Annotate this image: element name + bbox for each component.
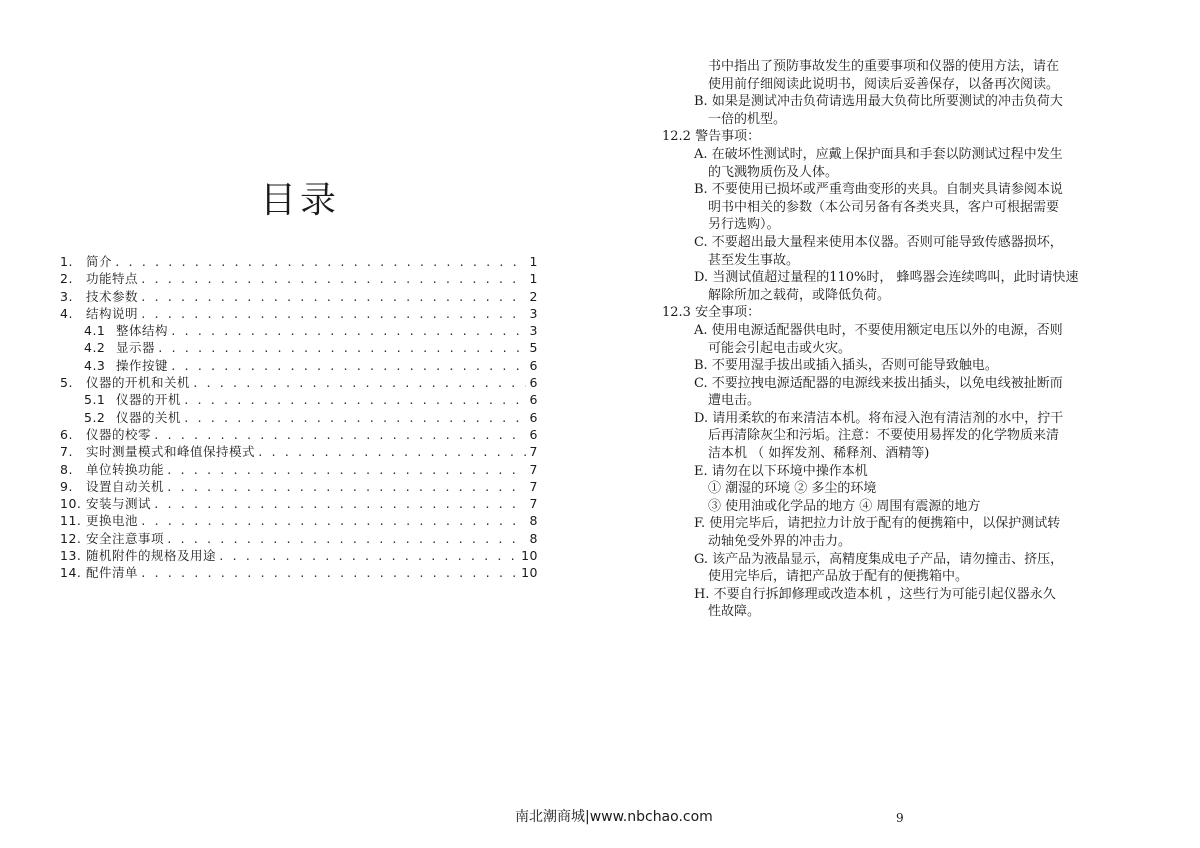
toc-entry-number: 11.	[60, 513, 82, 529]
toc-entry-number: 13.	[60, 548, 82, 564]
toc-entry-label: 仪器的关机	[116, 409, 182, 425]
toc-dot-leader	[140, 271, 526, 288]
toc-entry-number: 5.	[60, 375, 73, 391]
text-line: A. 在破坏性测试时，应戴上保护面具和手套以防测试过程中发生	[694, 146, 1063, 162]
toc-entry[interactable]	[60, 443, 538, 460]
toc-dot-leader	[153, 496, 526, 513]
text-line: 洁本机 （ 如挥发剂、稀释剂、酒精等)	[708, 446, 930, 462]
toc-entry[interactable]	[60, 530, 538, 547]
toc-entry-label: 配件清单	[86, 565, 139, 581]
toc-entry-number: 4.3	[84, 357, 106, 373]
text-line: 后再清除灰尘和污垢。注意：不要使用易挥发的化学物质来清	[708, 428, 1060, 444]
toc-dot-leader	[140, 513, 526, 530]
toc-entry[interactable]	[60, 253, 538, 270]
toc-entry[interactable]	[60, 426, 538, 443]
toc-entry[interactable]	[60, 547, 538, 564]
table-of-contents	[60, 253, 538, 582]
toc-entry[interactable]	[60, 270, 538, 287]
toc-entry-label: 实时测量模式和峰值保持模式	[86, 444, 256, 460]
safety-notes-text	[662, 58, 1142, 621]
text-line: 明书中相关的参数（本公司另备有各类夹具，客户可根据需要	[708, 199, 1060, 215]
toc-dot-leader	[157, 340, 526, 357]
text-line: 甚至发生事故。	[708, 252, 800, 268]
toc-entry[interactable]	[60, 374, 538, 391]
toc-entry-page: 8	[529, 513, 538, 529]
toc-entry[interactable]	[60, 409, 538, 426]
text-line: 使用前仔细阅读此说明书，阅读后妥善保存，以备再次阅读。	[708, 76, 1060, 92]
toc-entry-number: 14.	[60, 565, 82, 581]
toc-entry-label: 安全注意事项	[86, 530, 165, 546]
toc-entry[interactable]	[60, 461, 538, 478]
text-line: F. 使用完毕后，请把拉力计放于配有的便携箱中，以保护测试转	[694, 516, 1061, 532]
text-line: 一倍的机型。	[708, 111, 787, 127]
toc-entry-number: 6.	[60, 426, 73, 442]
text-line: 使用完毕后，请把产品放于配有的便携箱中。	[708, 569, 969, 585]
text-line: 性故障。	[708, 604, 761, 620]
toc-entry-label: 安装与测试	[86, 496, 152, 512]
toc-dot-leader	[166, 531, 526, 548]
toc-entry-page: 3	[529, 323, 538, 339]
toc-entry-page: 3	[529, 305, 538, 321]
toc-entry-label: 结构说明	[86, 305, 139, 321]
toc-dot-leader	[166, 462, 526, 479]
toc-entry-page: 10	[521, 565, 538, 581]
text-line: G. 该产品为液晶显示，高精度集成电子产品，请勿撞击、挤压，	[694, 551, 1064, 567]
toc-entry-page: 7	[529, 478, 538, 494]
text-line: B. 不要用湿手拔出或插入插头，否则可能导致触电。	[694, 358, 998, 374]
toc-entry-number: 1.	[60, 254, 73, 269]
toc-entry[interactable]	[60, 495, 538, 512]
toc-entry-label: 仪器的开机	[116, 392, 182, 408]
text-line: B. 如果是测试冲击负荷请选用最大负荷比所要测试的冲击负荷大	[694, 94, 1063, 110]
text-line: 另行选购）。	[708, 217, 780, 233]
text-line: 遭电击。	[708, 393, 761, 409]
toc-entry-number: 4.2	[84, 340, 106, 356]
toc-entry[interactable]	[60, 564, 538, 581]
toc-dot-leader	[166, 479, 526, 496]
toc-entry-page: 6	[529, 426, 538, 442]
text-line: C. 不要拉拽电源适配器的电源线来拔出插头，以免电线被扯断而	[694, 375, 1063, 391]
toc-entry-number: 10.	[60, 496, 82, 512]
toc-entry[interactable]	[60, 512, 538, 529]
toc-dot-leader	[140, 289, 526, 306]
text-line: C. 不要超出最大量程来使用本仪器。否则可能导致传感器损坏，	[694, 234, 1063, 250]
toc-entry[interactable]	[60, 391, 538, 408]
toc-entry-label: 单位转换功能	[86, 461, 165, 477]
toc-dot-leader	[153, 427, 526, 444]
text-line: ① 潮湿的环境 ② 多尘的环境	[708, 481, 877, 497]
toc-entry-page: 8	[529, 530, 538, 546]
toc-title: 目录	[259, 180, 340, 221]
toc-entry-page: 7	[529, 496, 538, 512]
toc-dot-leader	[114, 254, 526, 271]
text-line: A. 使用电源适配器供电时，不要使用额定电压以外的电源，否则	[694, 322, 1063, 338]
toc-entry-label: 随机附件的规格及用途	[86, 548, 217, 564]
text-line: 的飞溅物质伤及人体。	[708, 164, 839, 180]
toc-dot-leader	[183, 392, 526, 409]
toc-entry-number: 4.1	[84, 323, 106, 339]
text-line: 动轴免受外界的冲击力。	[708, 534, 852, 550]
toc-entry-page: 7	[529, 444, 538, 460]
toc-dot-leader	[140, 306, 526, 323]
toc-entry-page: 6	[529, 375, 538, 391]
toc-entry[interactable]	[60, 339, 538, 356]
toc-entry-number: 12.	[60, 530, 82, 546]
toc-entry-number: 5.1	[84, 392, 106, 408]
toc-entry-page: 2	[529, 288, 538, 304]
toc-entry-number: 2.	[60, 271, 73, 287]
toc-dot-leader	[170, 323, 526, 340]
page-number: 9	[896, 811, 904, 825]
footer-watermark: 南北潮商城|www.nbchao.com	[515, 809, 713, 825]
toc-entry-page: 1	[529, 271, 538, 287]
text-line: 解除所加之载荷，或降低负荷。	[708, 287, 891, 303]
toc-entry-label: 整体结构	[116, 323, 169, 339]
toc-entry-number: 3.	[60, 288, 73, 304]
text-line: 书中指出了预防事故发生的重要事项和仪器的使用方法，请在	[708, 59, 1060, 74]
toc-entry-number: 9.	[60, 478, 73, 494]
toc-entry[interactable]	[60, 322, 538, 339]
toc-entry-label: 仪器的校零	[86, 426, 152, 442]
toc-entry-label: 简介	[86, 254, 113, 269]
toc-entry-label: 更换电池	[86, 513, 139, 529]
toc-entry-page: 1	[529, 254, 538, 269]
toc-entry[interactable]	[60, 478, 538, 495]
toc-entry-label: 显示器	[116, 340, 156, 356]
toc-dot-leader	[140, 565, 519, 582]
text-line: D. 当测试值超过量程的110%时， 蜂鸣器会连续鸣叫，此时请快速	[694, 270, 1079, 286]
toc-entry[interactable]	[60, 357, 538, 374]
toc-entry-label: 操作按键	[116, 357, 169, 373]
toc-entry-page: 6	[529, 392, 538, 408]
toc-entry-page: 6	[529, 409, 538, 425]
toc-entry-label: 技术参数	[86, 288, 139, 304]
toc-dot-leader	[183, 410, 526, 427]
toc-entry-number: 4.	[60, 305, 73, 321]
toc-entry-page: 10	[521, 548, 538, 564]
toc-entry-number: 5.2	[84, 409, 106, 425]
toc-entry[interactable]	[60, 305, 538, 322]
toc-entry-label: 仪器的开机和关机	[86, 375, 191, 391]
toc-entry-label: 设置自动关机	[86, 478, 165, 494]
toc-dot-leader	[170, 358, 526, 375]
toc-entry-number: 8.	[60, 461, 73, 477]
toc-dot-leader	[257, 444, 526, 461]
toc-dot-leader	[218, 548, 519, 565]
toc-entry-number: 7.	[60, 444, 73, 460]
toc-entry-page: 5	[529, 340, 538, 356]
text-line: D. 请用柔软的布来清洁本机。将布浸入泡有清洁剂的水中，拧干	[694, 410, 1064, 426]
toc-entry[interactable]	[60, 288, 538, 305]
toc-dot-leader	[192, 375, 526, 392]
toc-entry-page: 6	[529, 357, 538, 373]
text-line: B. 不要使用已损坏或严重弯曲变形的夹具。自制夹具请参阅本说	[694, 182, 1063, 198]
section-heading: 12.2 警告事项：	[662, 129, 761, 145]
text-line: 可能会引起电击或火灾。	[708, 340, 852, 356]
toc-entry-label: 功能特点	[86, 271, 139, 287]
toc-entry-page: 7	[529, 461, 538, 477]
text-line: H. 不要自行拆卸修理或改造本机 ，这些行为可能引起仪器永久	[694, 586, 1056, 602]
text-line: ③ 使用油或化学品的地方 ④ 周围有震源的地方	[708, 498, 981, 514]
text-line: E. 请勿在以下环境中操作本机	[694, 463, 868, 479]
section-heading: 12.3 安全事项：	[662, 305, 761, 321]
